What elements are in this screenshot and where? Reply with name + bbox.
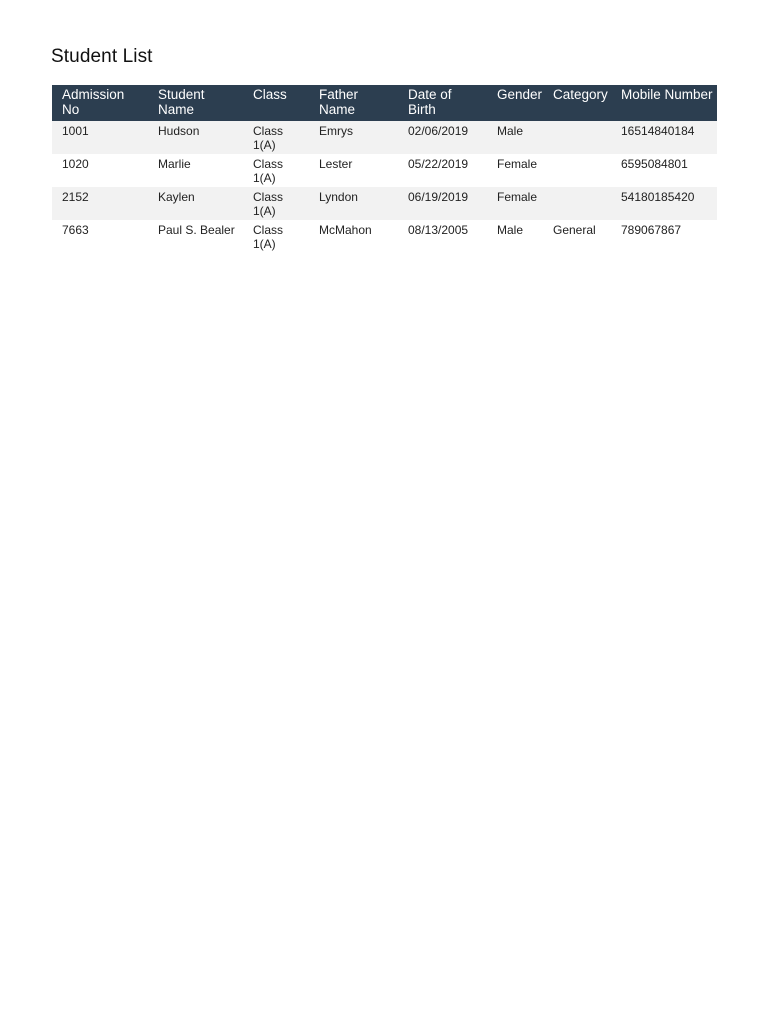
cell-category: General (553, 223, 596, 237)
table-row (52, 154, 717, 187)
cell-mobile-number: 789067867 (621, 223, 682, 237)
cell-student-name: Kaylen (158, 190, 195, 204)
cell-mobile-number: 6595084801 (621, 157, 688, 171)
table-row (52, 187, 717, 220)
cell-mobile-number: 16514840184 (621, 124, 695, 138)
cell-class: Class 1(A) (253, 157, 284, 185)
cell-admission-no: 7663 (62, 223, 89, 237)
cell-father-name: Emrys (319, 124, 353, 138)
cell-father-name: McMahon (319, 223, 372, 237)
header-class: Class (253, 87, 287, 102)
cell-category (543, 187, 611, 220)
cell-admission-no: 1001 (62, 124, 89, 138)
header-student-name: Student Name (158, 87, 205, 117)
cell-father-name: Lester (319, 157, 353, 171)
header-category: Category (553, 87, 608, 102)
header-father-name: Father Name (319, 87, 359, 117)
header-admission-no: Admission No (62, 87, 125, 117)
cell-gender: Male (497, 223, 524, 237)
table-row (52, 121, 717, 154)
table-row (52, 220, 717, 253)
table-body (52, 121, 717, 253)
cell-gender: Male (497, 124, 524, 138)
cell-date-of-birth: 06/19/2019 (408, 190, 469, 204)
cell-admission-no: 2152 (62, 190, 89, 204)
header-date-of-birth: Date of Birth (408, 87, 452, 117)
cell-class: Class 1(A) (253, 190, 284, 218)
cell-gender: Female (497, 190, 538, 204)
cell-mobile-number: 54180185420 (621, 190, 695, 204)
student-table (52, 85, 717, 253)
cell-admission-no: 1020 (62, 157, 89, 171)
header-gender: Gender (497, 87, 543, 102)
cell-class: Class 1(A) (253, 124, 284, 152)
cell-student-name: Hudson (158, 124, 200, 138)
cell-father-name: Lyndon (319, 190, 358, 204)
cell-category (543, 154, 611, 187)
page-title: Student List (51, 46, 153, 67)
cell-gender: Female (497, 157, 538, 171)
cell-date-of-birth: 02/06/2019 (408, 124, 469, 138)
cell-category (543, 121, 611, 154)
cell-student-name: Marlie (158, 157, 191, 171)
cell-date-of-birth: 08/13/2005 (408, 223, 469, 237)
cell-student-name: Paul S. Bealer (158, 223, 235, 237)
table-header (52, 85, 717, 121)
header-row (52, 85, 717, 121)
cell-class: Class 1(A) (253, 223, 284, 251)
header-mobile-number: Mobile Number (621, 87, 713, 102)
cell-date-of-birth: 05/22/2019 (408, 157, 469, 171)
